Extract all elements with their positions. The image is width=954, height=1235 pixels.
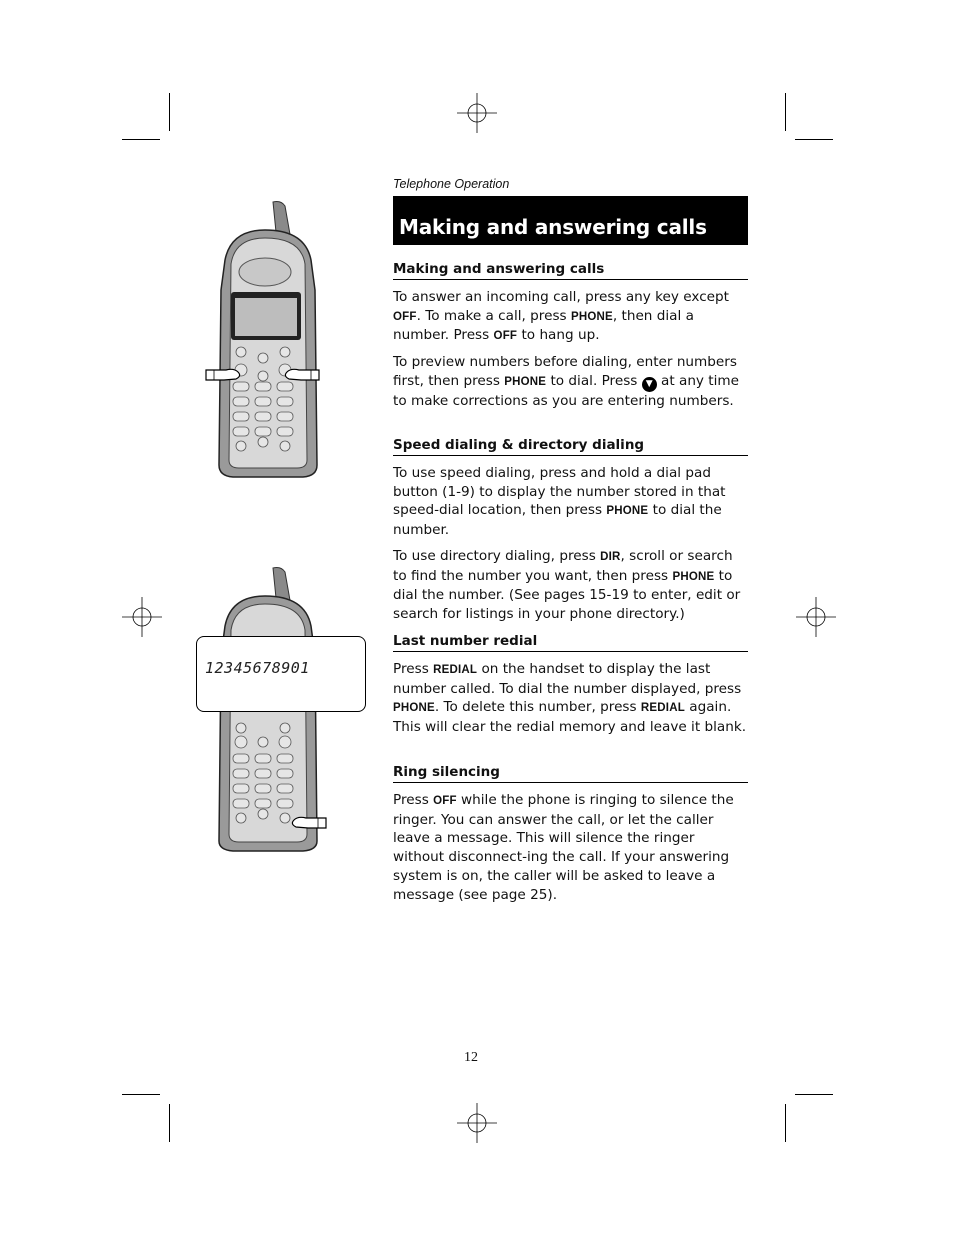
hand-pointer-icon [204, 364, 242, 384]
crop-mark [122, 139, 160, 140]
crop-mark [122, 1094, 160, 1095]
paragraph: Press OFF while the phone is ringing to silence the ringer. You can answer the call, or let the caller leave a message. This will silence the ringer without disconnect-ing the call. If your answering system is on, the caller will be asked to leave a message (see page 25). [393, 792, 734, 903]
section-redial [393, 633, 748, 737]
crosshair-icon [122, 597, 162, 637]
section-speed [393, 437, 748, 624]
paragraph: To use speed dialing, press and hold a dial pad button (1-9) to display the number stored in that speed-dial location, then press PHONE to dial the number. [393, 465, 726, 539]
section-heading: Ring silencing [393, 764, 748, 783]
display-number: 12345678901 [205, 659, 310, 677]
crop-mark [795, 1094, 833, 1095]
page-number: 12 [464, 1050, 478, 1065]
handset-illustration [205, 200, 325, 480]
crosshair-icon [796, 597, 836, 637]
paragraph: To answer an incoming call, press any key except OFF. To make a call, press PHONE, then dial a number. Press OFF to hang up. [393, 289, 730, 344]
hand-pointer-icon [283, 364, 321, 384]
running-head: Telephone Operation [393, 177, 510, 191]
display-callout [196, 636, 366, 712]
section-making [393, 261, 748, 411]
section-heading: Making and answering calls [393, 261, 748, 280]
paragraph: To use directory dialing, press DIR, scroll or search to find the number you want, then press PHONE to dial the number. (See pages 15-19 to enter, edit or search for listings in your phone directory.) [393, 547, 741, 622]
crop-mark [785, 1104, 786, 1142]
title-bar [393, 196, 748, 245]
paragraph: To preview numbers before dialing, enter numbers first, then press PHONE to dial. Press ▼ at any time to make corrections as you are entering numbers. [393, 354, 740, 409]
hand-pointer-icon [290, 812, 328, 832]
section-heading: Last number redial [393, 633, 748, 652]
crop-mark [169, 1104, 170, 1142]
section-heading: Speed dialing & directory dialing [393, 437, 748, 456]
crop-mark [795, 139, 833, 140]
crosshair-icon [457, 93, 497, 133]
section-ring [393, 764, 748, 904]
crosshair-icon [457, 1103, 497, 1143]
page-title: Making and answering calls [399, 215, 707, 239]
crop-mark [169, 93, 170, 131]
paragraph: Press REDIAL on the handset to display the last number called. To dial the number displayed, press PHONE. To delete this number, press REDIAL again. This will clear the redial memory and leave it blank. [393, 661, 747, 736]
down-arrow-icon: ▼ [642, 377, 657, 392]
crop-mark [785, 93, 786, 131]
